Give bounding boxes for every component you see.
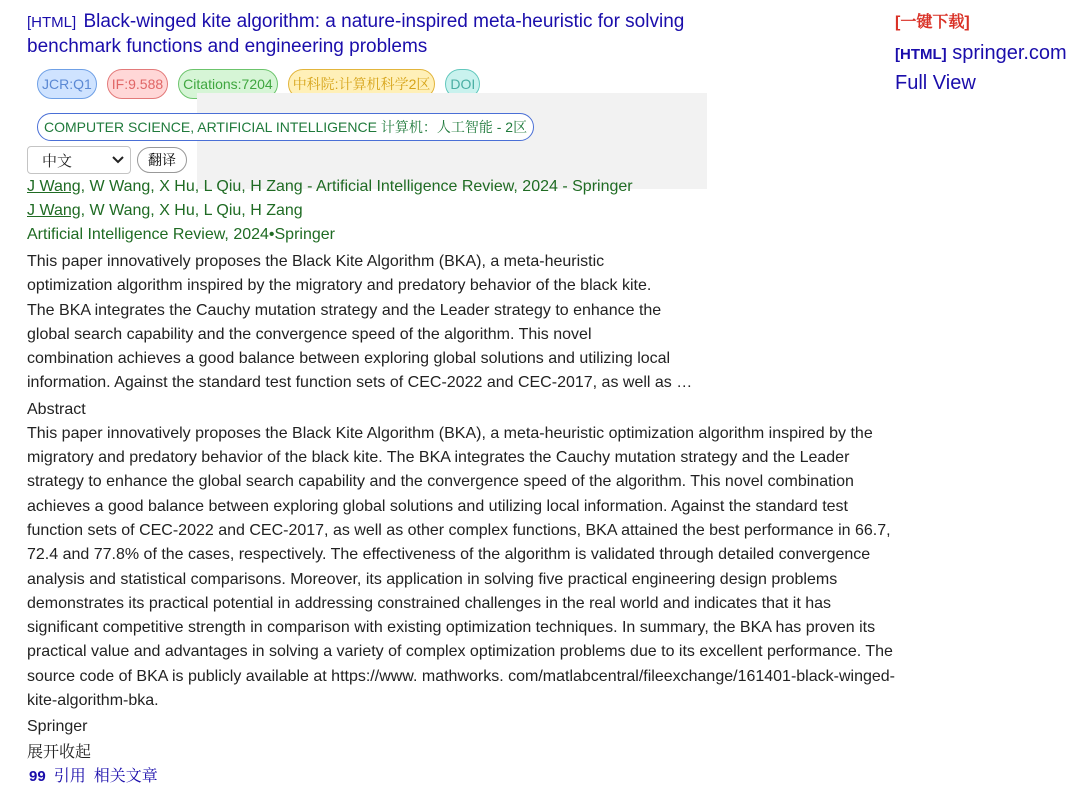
translate-controls bbox=[27, 145, 887, 175]
abstract-line: kite-algorithm-bka. bbox=[27, 692, 159, 710]
abstract-line: This paper innovatively proposes the Black Kite Algorithm (BKA), a meta-heuristic optimization algorithm inspired by the bbox=[27, 424, 873, 442]
author-link[interactable]: J Wang bbox=[27, 178, 81, 195]
abstract-text bbox=[27, 422, 912, 714]
result-actions bbox=[29, 765, 887, 789]
author-link-2[interactable]: J Wang bbox=[27, 202, 81, 219]
quote-icon[interactable]: 99 bbox=[29, 768, 46, 786]
abstract-line: analysis and statistical comparisons. Moreover, its application in solving five practical engineering design problems bbox=[27, 570, 838, 588]
title-link-line1[interactable]: Black-winged kite algorithm: a nature-inspired meta-heuristic for solving bbox=[83, 11, 685, 32]
source-label: Springer bbox=[27, 718, 88, 736]
snippet-line: This paper innovatively proposes the Black Kite Algorithm (BKA), a meta-heuristic bbox=[27, 253, 605, 270]
publication-line: Artificial Intelligence Review, 2024•Springer bbox=[27, 226, 335, 243]
html-tag: [HTML] bbox=[27, 14, 77, 31]
result-title[interactable] bbox=[27, 10, 887, 59]
citations-badge[interactable]: Citations:7204 bbox=[178, 69, 278, 99]
expand-collapse-toggle[interactable]: 展开收起 bbox=[27, 744, 92, 762]
impact-factor-badge[interactable]: IF:9.588 bbox=[107, 69, 168, 99]
abstract-line: 72.4 and 77.8% of the cases, respectively. The effectiveness of the algorithm is validated through detailed convergence bbox=[27, 546, 871, 564]
cite-link[interactable]: 引用 bbox=[53, 768, 86, 786]
authors-line-2 bbox=[27, 199, 887, 223]
abstract-line: practical value and advantages in solving a variety of complex optimization problems due to its excellent performance. The bbox=[27, 643, 893, 661]
wos-category-row bbox=[37, 113, 887, 143]
language-select[interactable] bbox=[27, 146, 131, 174]
one-click-download-link[interactable]: [一键下载] bbox=[895, 14, 970, 31]
jcr-badge[interactable]: JCR:Q1 bbox=[37, 69, 97, 99]
authors-rest-2: , W Wang, X Hu, L Qiu, H Zang bbox=[80, 202, 303, 219]
translate-button[interactable]: 翻译 bbox=[137, 147, 187, 173]
side-panel bbox=[895, 12, 1085, 98]
snippet-line: information. Against the standard test function sets of CEC-2022 and CEC-2017, as well as … bbox=[27, 374, 693, 392]
result-snippet bbox=[27, 250, 707, 396]
snippet-line: optimization algorithm inspired by the migratory and predatory behavior of the black kite. bbox=[27, 277, 652, 295]
authors-rest: , W Wang, X Hu, L Qiu, H Zang - Artificial Intelligence Review, 2024 - Springer bbox=[80, 178, 633, 195]
related-articles-link[interactable]: 相关文章 bbox=[93, 768, 158, 786]
snippet-line: combination achieves a good balance between exploring global solutions and utilizing local bbox=[27, 350, 671, 368]
source-html-tag: [HTML] bbox=[895, 46, 947, 63]
abstract-line: strategy to enhance the global search capability and the convergence speed of the algorithm. This novel combination bbox=[27, 473, 854, 491]
abstract-line: function sets of CEC-2022 and CEC-2017, as well as other complex functions, BKA attained the best performance in 66.7, bbox=[27, 521, 891, 539]
wos-category-badge[interactable]: COMPUTER SCIENCE, ARTIFICIAL INTELLIGENCE 计算机：人工智能 - 2区 bbox=[37, 113, 534, 141]
language-select-value: 中文 bbox=[42, 152, 73, 170]
abstract-line: achieves a good balance between exploring global solutions and utilizing local information. Against the standard test bbox=[27, 497, 848, 515]
full-text-source-link[interactable] bbox=[895, 40, 1085, 68]
snippet-line: The BKA integrates the Cauchy mutation strategy and the Leader strategy to enhance the bbox=[27, 301, 662, 319]
abstract-label: Abstract bbox=[27, 400, 86, 418]
full-view-link[interactable]: Full View bbox=[895, 72, 976, 94]
chevron-down-icon bbox=[112, 156, 124, 164]
cas-badge[interactable]: 中科院:计算机科学2区 bbox=[288, 69, 436, 99]
search-result bbox=[27, 10, 895, 789]
authors-line bbox=[27, 175, 887, 199]
abstract-line: source code of BKA is publicly available at https://www. mathworks. com/matlabcentral/fileexchange/161401-black-winged- bbox=[27, 667, 895, 685]
abstract-line: demonstrates its practical potential in addressing constrained challenges in the real world and indicates that it has bbox=[27, 594, 832, 612]
abstract-line: significant competitive strength in comparison with existing optimization techniques. In summary, the BKA has proven its bbox=[27, 619, 876, 637]
snippet-line: global search capability and the convergence speed of the algorithm. This novel bbox=[27, 325, 592, 343]
doi-badge[interactable]: DOI bbox=[445, 69, 480, 99]
source-domain: springer.com bbox=[952, 42, 1067, 64]
title-link-line2[interactable]: benchmark functions and engineering problems bbox=[27, 36, 428, 57]
abstract-line: migratory and predatory behavior of the black kite. The BKA integrates the Cauchy mutation strategy and the Leader bbox=[27, 449, 850, 467]
